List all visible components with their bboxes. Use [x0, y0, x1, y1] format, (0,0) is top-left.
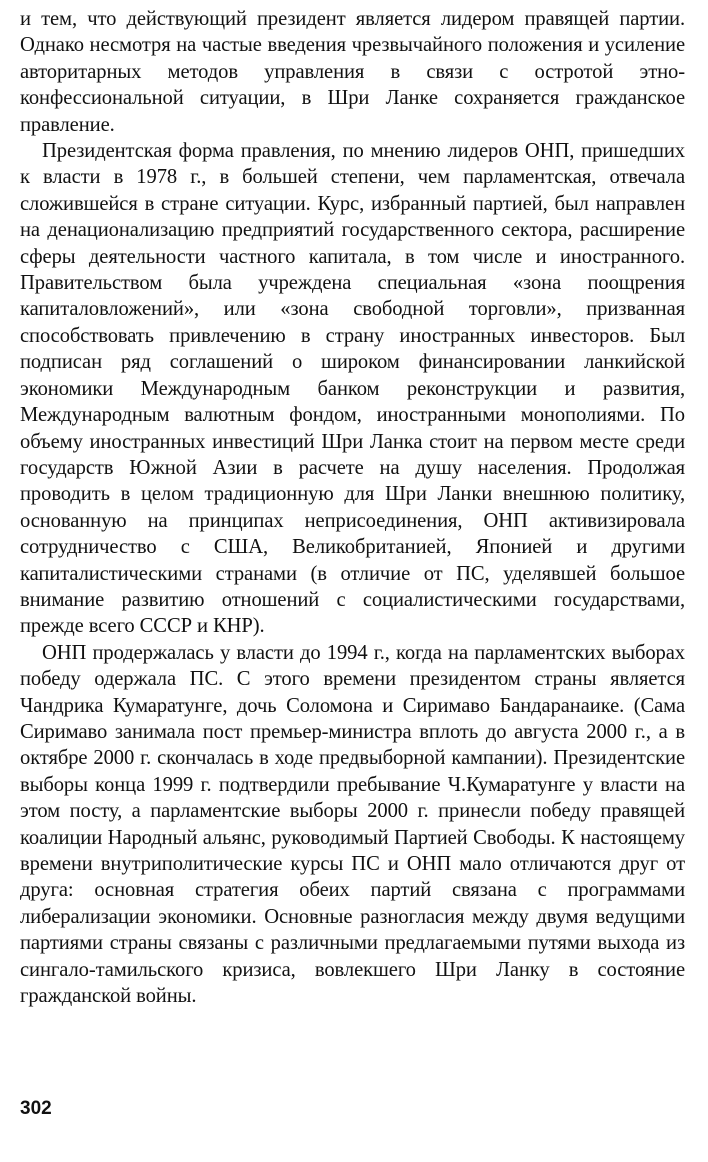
- paragraph-continuation: и тем, что действующий президент является лидером правящей партии. Однако несмотря на частые введения чрезвычайного положения и усиление авторитарных методов управления в связи с остротой этно-конфессиональной ситуации, в Шри Ланке сохраняется гражданское правление.: [20, 8, 685, 136]
- page-number: 302: [20, 1098, 52, 1119]
- page-body: [20, 6, 685, 1009]
- paragraph-government-course: Президентская форма правления, по мнению лидеров ОНП, пришедших к власти в 1978 г., в большей степени, чем парламентская, отвечала сложившейся в стране ситуации. Курс, избранный партией, был направлен на денационализацию предприятий государственного сектора, расширение сферы деятельности частного капитала, в том числе и иностранного. Правительством была учреждена специальная «зона поощрения капиталовложений», или «зона свободной торговли», призванная способствовать привлечению в страну иностранных инвесторов. Был подписан ряд соглашений о широком финансировании ланкийской экономики Международным банком реконструкции и развития, Международным валютным фондом, иностранными монополиями. По объему иностранных инвестиций Шри Ланка стоит на первом месте среди государств Южной Азии в расчете на душу населения. Продолжая проводить в целом традиционную для Шри Ланки внешнюю политику, основанную на принципах неприсоединения, ОНП активизировала сотрудничество с США, Великобританией, Японией и другими капиталистическими странами (в отличие от ПС, уделявшей большое внимание развитию отношений с социалистическими государствами, прежде всего СССР и КНР).: [20, 140, 685, 638]
- paragraph-recent-politics: ОНП продержалась у власти до 1994 г., когда на парламентских выборах победу одержала ПС. С этого времени президентом страны является Чандрика Кумаратунге, дочь Соломона и Сиримаво Бандаранаике. (Сама Сиримаво занимала пост премьер-министра вплоть до августа 2000 г., а в октябре 2000 г. скончалась в ходе предвыборной кампании). Президентские выборы конца 1999 г. подтвердили пребывание Ч.Кумаратунге у власти на этом посту, а парламентские выборы 2000 г. принесли победу правящей коалиции Народный альянс, руководимый Партией Свободы. К настоящему времени внутриполитические курсы ПС и ОНП мало отличаются друг от друга: основная стратегия обеих партий связана с программами либерализации экономики. Основные разногласия между двумя ведущими партиями страны связаны с различными предлагаемыми путями выхода из сингало-тамильского кризиса, вовлекшего Шри Ланку в состояние гражданской войны.: [20, 641, 685, 1008]
